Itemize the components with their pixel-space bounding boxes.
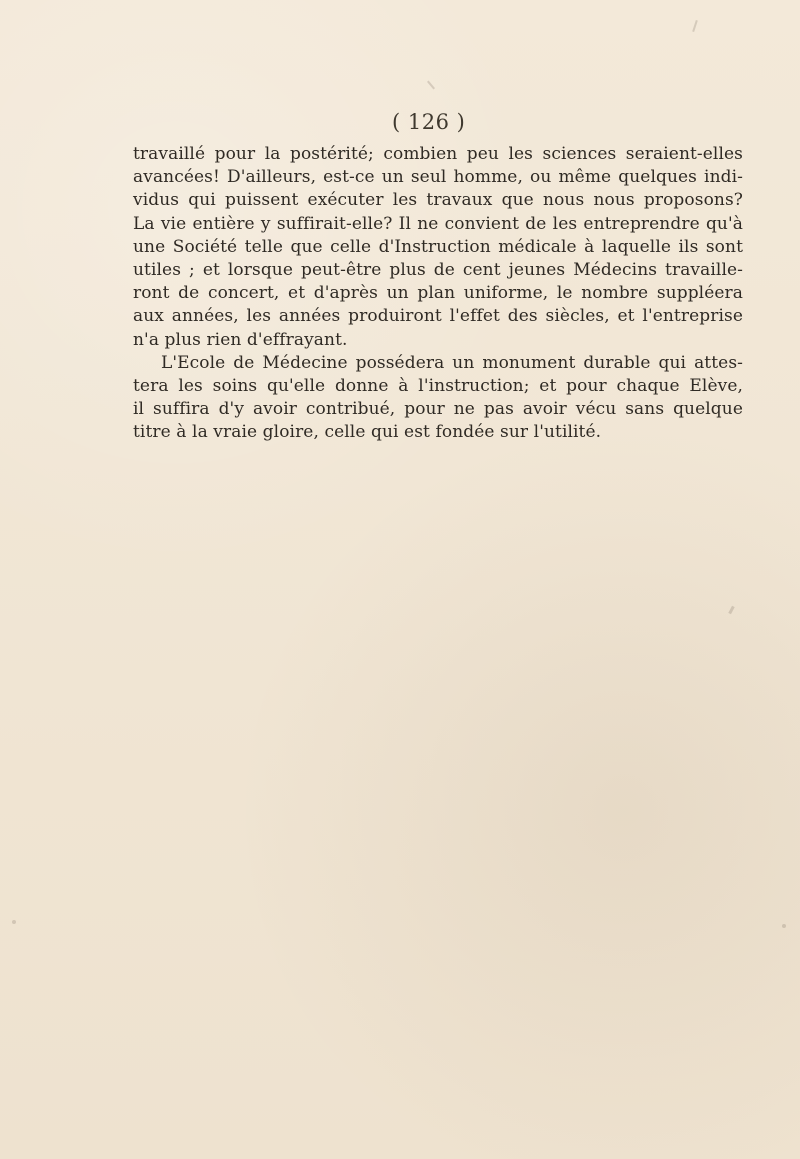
text-line: il suffira d'y avoir contribué, pour ne pas avoir vécu sans quelque	[133, 399, 743, 420]
text-line: n'a plus rien d'effrayant.	[133, 329, 348, 350]
paper-specks	[728, 606, 734, 614]
text-line: La vie entière y suffirait-elle? Il ne convient de les entreprendre qu'à	[133, 213, 743, 234]
text-line: aux années, les années produiront l'effet des siècles, et l'entreprise	[133, 306, 743, 327]
paragraph-1	[133, 143, 743, 352]
paper-specks	[692, 20, 698, 32]
text-line: utiles ; et lorsque peut-être plus de cent jeunes Médecins travaille-	[133, 259, 743, 280]
text-line: L'Ecole de Médecine possédera un monument durable qui attes-	[161, 352, 743, 373]
paragraph-2	[133, 352, 743, 445]
paper-specks	[427, 81, 435, 90]
text-line: ront de concert, et d'après un plan uniforme, le nombre suppléera	[133, 283, 743, 304]
page-number: ( 126 )	[392, 110, 466, 134]
text-line: titre à la vraie gloire, celle qui est fondée sur l'utilité.	[133, 422, 602, 443]
text-line: une Société telle que celle d'Instruction médicale à laquelle ils sont	[133, 236, 743, 257]
paper-specks	[12, 920, 16, 924]
text-line: tera les soins qu'elle donne à l'instruction; et pour chaque Elève,	[133, 375, 743, 396]
main-text	[133, 143, 743, 444]
text-line: avancées! D'ailleurs, est-ce un seul homme, ou même quelques indi-	[133, 167, 743, 188]
text-line: travaillé pour la postérité; combien peu les sciences seraient-elles	[133, 144, 743, 164]
paper-specks	[782, 924, 786, 928]
text-line: vidus qui puissent exécuter les travaux que nous nous proposons?	[133, 190, 743, 211]
